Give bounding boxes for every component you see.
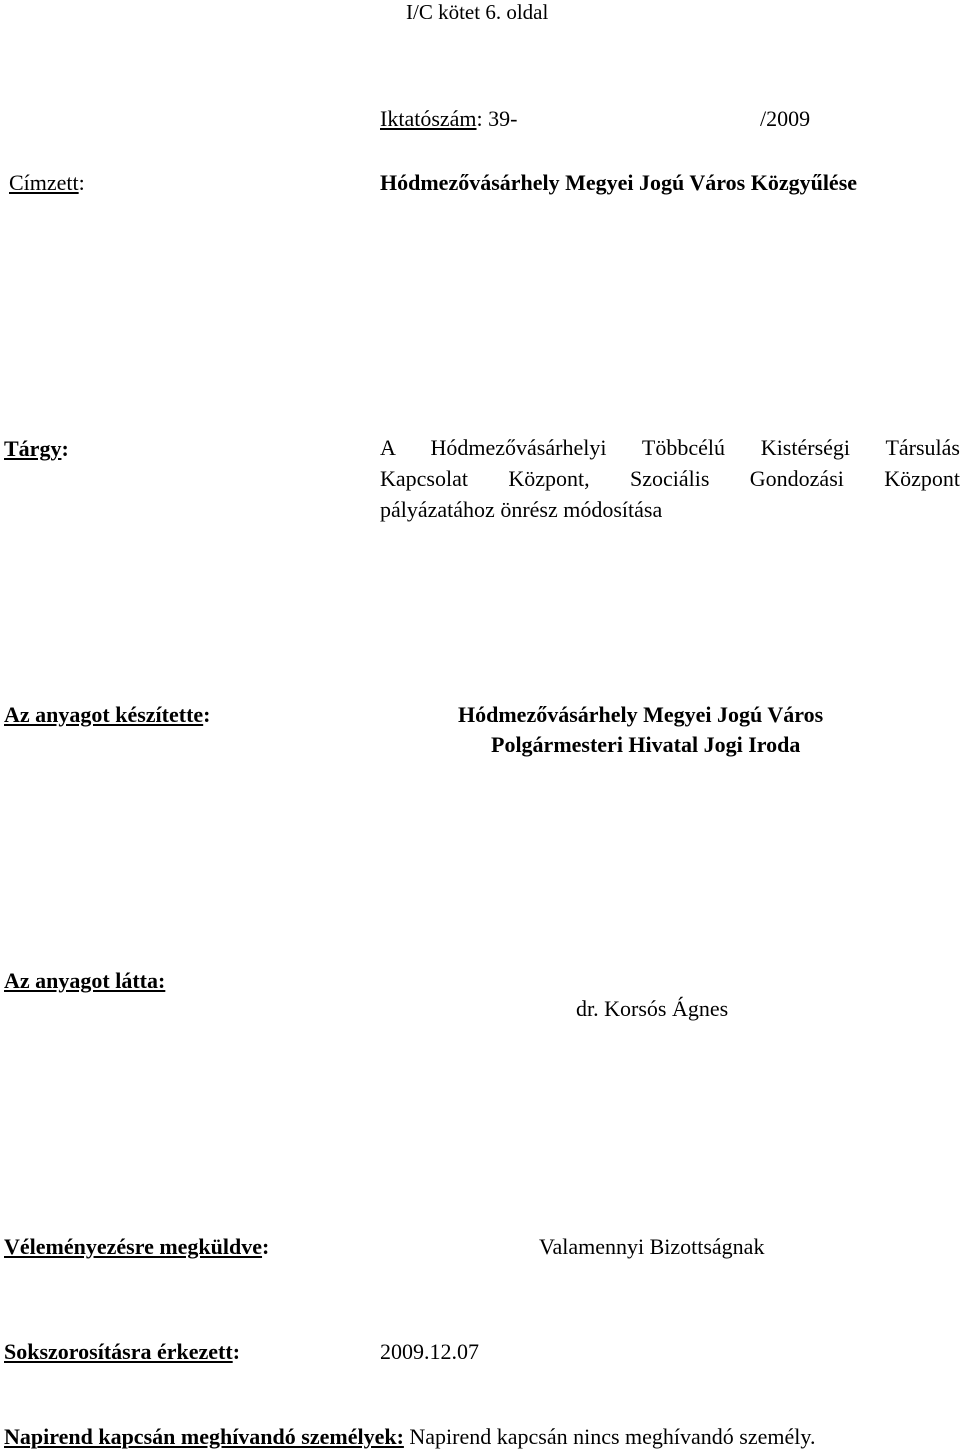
recipient-value: Hódmezővásárhely Megyei Jogú Város Közgyűlése — [380, 170, 858, 195]
sent-for-opinion-label: Véleményezésre megküldve — [4, 1234, 263, 1259]
subject-line-1: A Hódmezővásárhelyi Többcélú Kistérségi Társulás — [380, 435, 960, 460]
prepared-by-line-1: Hódmezővásárhely Megyei Jogú Város — [458, 702, 824, 727]
subject-colon: : — [61, 436, 69, 461]
invitees-value: Napirend kapcsán nincs meghívandó személy. — [409, 1424, 816, 1449]
sent-for-opinion-label-row — [4, 1236, 269, 1258]
sent-for-opinion-value: Valamennyi Bizottságnak — [539, 1234, 765, 1259]
recipient-label-row — [9, 172, 85, 194]
registry-colon: : — [476, 106, 483, 131]
prepared-by-line-2: Polgármesteri Hivatal Jogi Iroda — [491, 732, 801, 757]
copying-label-row — [4, 1341, 240, 1363]
copying-colon: : — [232, 1339, 241, 1364]
prepared-by-colon: : — [203, 702, 211, 727]
copying-label: Sokszorosításra érkezett — [4, 1339, 233, 1364]
subject-line-3: pályázatához önrész módosítása — [380, 497, 663, 522]
prepared-by-label-row — [4, 704, 211, 726]
registry-number: 39- — [488, 106, 518, 131]
subject-label: Tárgy — [4, 436, 62, 461]
invitees-label: Napirend kapcsán meghívandó személyek: — [4, 1424, 404, 1449]
page-reference: I/C kötet 6. oldal — [406, 0, 549, 24]
registry-year: /2009 — [760, 106, 811, 131]
prepared-by-label: Az anyagot készítette — [4, 702, 204, 727]
reviewed-by-value: dr. Korsós Ágnes — [576, 996, 729, 1021]
recipient-label: Címzett — [9, 170, 79, 195]
copying-value: 2009.12.07 — [380, 1339, 479, 1364]
registry-line — [380, 108, 517, 130]
invitees-line — [4, 1426, 815, 1448]
registry-label: Iktatószám — [380, 106, 477, 131]
subject-line-2: Kapcsolat Központ, Szociális Gondozási Központ — [380, 466, 960, 491]
recipient-colon: : — [78, 170, 85, 195]
sent-for-opinion-colon: : — [262, 1234, 270, 1259]
reviewed-by-label: Az anyagot látta: — [4, 968, 166, 993]
subject-label-row — [4, 438, 69, 460]
